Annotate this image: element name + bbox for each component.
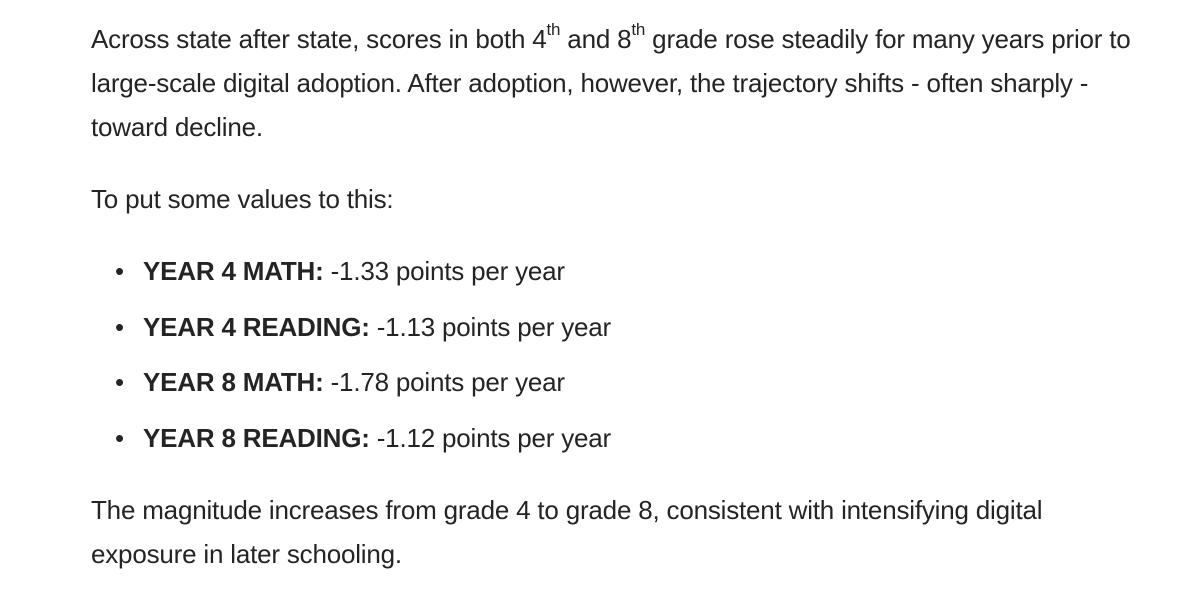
values-list [91,249,1131,460]
ordinal-suffix: th [631,20,646,40]
conclusion-paragraph: The magnitude increases from grade 4 to grade 8, consistent with intensifying digital exposure in later schooling. [91,494,1043,569]
item-value: -1.78 points per year [323,367,565,397]
intro-text-3: grade rose steadily for many years prior to large-scale digital adoption. After adoption, however, the trajectory shifts - often sharply - toward decline. [91,24,1131,142]
item-label: YEAR 4 READING: [143,311,370,342]
bullet-icon: • [115,367,124,397]
ordinal-suffix: th [546,20,561,40]
list-item [115,360,1131,404]
list-item [115,249,1131,293]
list-item [115,416,1131,460]
bullet-icon: • [115,256,124,286]
list-item [115,305,1131,349]
article-body [91,17,1131,576]
item-label: YEAR 8 READING: [143,422,370,453]
bullet-icon: • [115,311,124,342]
intro-text-2: and 8 [560,24,632,54]
item-value: -1.33 points per year [323,256,565,286]
intro-text-1: Across state after state, scores in both 4 [91,24,547,54]
item-value: -1.12 points per year [369,422,611,453]
intro-paragraph [91,17,1131,149]
item-label: YEAR 8 MATH: [143,367,324,397]
item-label: YEAR 4 MATH: [143,256,324,286]
lead-paragraph: To put some values to this: [91,184,394,214]
item-value: -1.13 points per year [369,311,611,342]
bullet-icon: • [115,422,124,453]
